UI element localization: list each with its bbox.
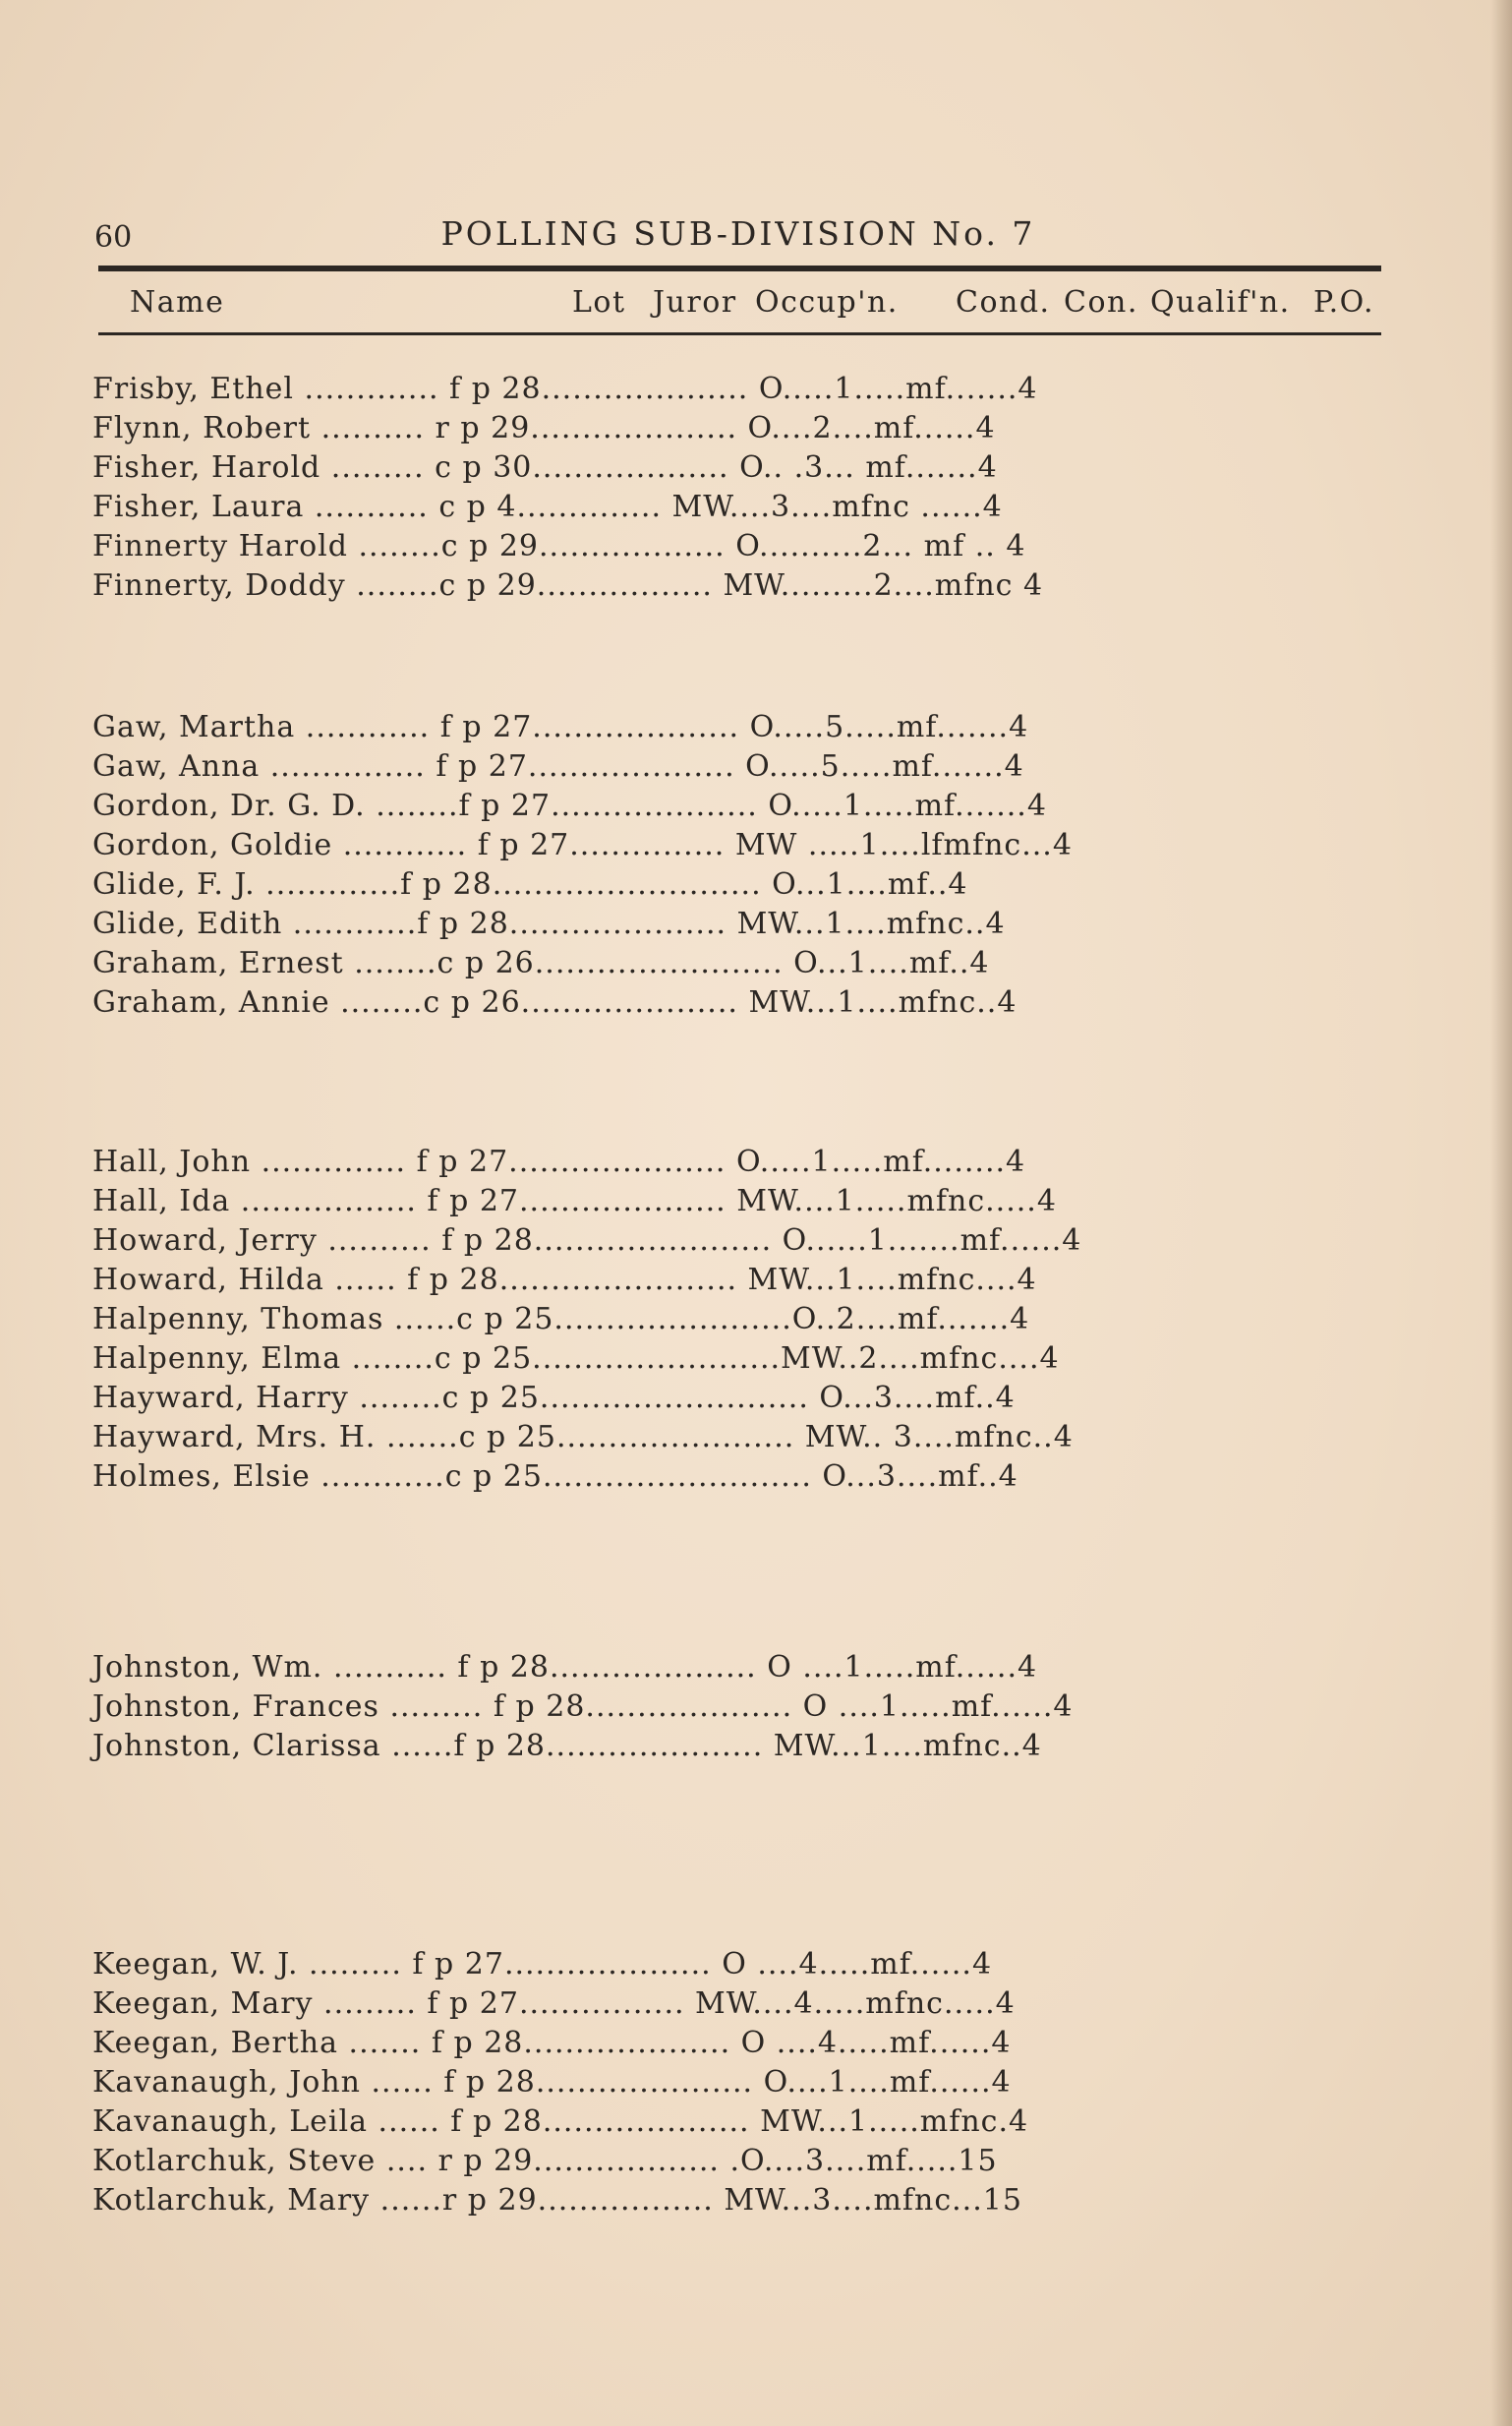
voter-entry [92,1182,1390,1221]
voter-entry [92,708,1390,747]
voter-entry-text: Holmes, Elsie ............c p 25.......................... O...3....mf..4 [92,1459,1018,1494]
voter-entry-text: Gaw, Martha ............ f p 27.................... O.....5.....mf.......4 [92,710,1029,744]
voter-entry-text: Gordon, Dr. G. D. ........f p 27.................... O.....1.....mf.......4 [92,789,1047,823]
voter-entry [92,1379,1390,1418]
voter-entry [92,409,1390,448]
voter-entry [92,944,1390,983]
voter-entry-text: Kavanaugh, John ...... f p 28..................... O....1....mf......4 [92,2065,1012,2100]
voter-entry [92,1727,1390,1766]
voter-entry-text: Gordon, Goldie ............ f p 27............... MW .....1....lfmfnc...4 [92,828,1073,862]
voter-entry-text: Finnerty, Doddy ........c p 29................. MW.........2....mfnc 4 [92,568,1044,603]
voter-entry [92,448,1390,488]
voter-entry-text: Johnston, Wm. ........... f p 28.................... O ....1.....mf......4 [92,1650,1038,1685]
voter-entry [92,370,1390,409]
voter-entry [92,1984,1390,2024]
voter-entry-text: Johnston, Frances ......... f p 28.................... O ....1.....mf......4 [92,1689,1074,1724]
voter-entry [92,2181,1390,2220]
column-header-po: P.O. [1313,285,1375,320]
column-header-rule [98,332,1381,335]
voter-entry [92,905,1390,944]
voter-entry [92,747,1390,787]
voter-entry [92,1418,1390,1457]
voter-entry [92,2024,1390,2063]
voter-entry [92,1261,1390,1300]
column-header-condition: Cond. [956,285,1051,320]
voter-entry-text: Fisher, Laura ........... c p 4.............. MW....3....mfnc ......4 [92,490,1003,524]
voter-entry-text: Hall, Ida ................. f p 27.................... MW....1.....mfnc.....4 [92,1184,1057,1218]
voter-entry [92,2063,1390,2102]
voter-entry-text: Hayward, Harry ........c p 25.......................... O...3....mf..4 [92,1381,1016,1415]
voter-entry-text: Frisby, Ethel ............. f p 28.................... O.....1.....mf.......4 [92,372,1038,406]
entry-group-h [92,1143,1390,1497]
voter-entry-text: Howard, Hilda ...... f p 28....................... MW...1....mfnc....4 [92,1263,1037,1297]
voter-entry [92,1945,1390,1984]
voter-entry [92,1221,1390,1261]
voter-entry [92,566,1390,606]
entry-group-f [92,370,1390,606]
voter-entry [92,826,1390,865]
voter-entry-text: Johnston, Clarissa ......f p 28..................... MW...1....mfnc..4 [92,1729,1042,1763]
column-header-occupation: Occup'n. [755,285,899,320]
voter-entry-text: Hall, John .............. f p 27..................... O.....1.....mf........4 [92,1145,1026,1179]
voter-entry-text: Graham, Ernest ........c p 26........................ O...1....mf..4 [92,946,990,980]
voter-entry [92,527,1390,566]
voter-entry-text: Kavanaugh, Leila ...... f p 28.................... MW...1.....mfnc.4 [92,2104,1029,2139]
voter-entry-text: Flynn, Robert .......... r p 29.................... O....2....mf......4 [92,411,996,445]
voter-entry-text: Finnerty Harold ........c p 29.................. O..........2... mf .. 4 [92,529,1026,563]
header-rule [98,266,1381,271]
column-header-lot: Lot [572,285,626,320]
voter-entry-text: Hayward, Mrs. H. .......c p 25....................... MW.. 3....mfnc..4 [92,1420,1074,1454]
voter-entry [92,488,1390,527]
voter-entry [92,1687,1390,1727]
voter-entry-text: Halpenny, Elma ........c p 25........................MW..2....mfnc....4 [92,1341,1060,1376]
voter-entry [92,2142,1390,2181]
voter-entry [92,787,1390,826]
entry-group-j [92,1648,1390,1766]
voter-entry [92,983,1390,1023]
voter-entry-text: Howard, Jerry .......... f p 28....................... O......1.......mf......4 [92,1223,1082,1258]
section-title: POLLING SUB-DIVISION No. 7 [440,214,1036,253]
entry-group-g [92,708,1390,1023]
voter-entry [92,1300,1390,1339]
voter-entry [92,1339,1390,1379]
voter-entry-text: Kotlarchuk, Steve .... r p 29.................. .O....3....mf.....15 [92,2144,998,2178]
voter-entry-text: Keegan, W. J. ......... f p 27.................... O ....4.....mf......4 [92,1947,993,1982]
voter-entry [92,1457,1390,1497]
voter-entry [92,865,1390,905]
column-header-con: Con. [1064,285,1138,320]
voter-entry-text: Glide, F. J. .............f p 28.......................... O...1....mf..4 [92,867,968,902]
voter-entry [92,2102,1390,2142]
column-header-name: Name [130,285,225,320]
voter-entry-text: Kotlarchuk, Mary ......r p 29................. MW...3....mfnc...15 [92,2183,1022,2218]
column-header-qualification: Qualif'n. [1150,285,1291,320]
page-edge-shadow [1490,0,1512,2426]
voter-entry-text: Glide, Edith ............f p 28..................... MW...1....mfnc..4 [92,907,1006,941]
voter-entry [92,1143,1390,1182]
entry-group-k [92,1945,1390,2220]
voter-entry-text: Keegan, Bertha ....... f p 28.................... O ....4.....mf......4 [92,2026,1012,2060]
page-number: 60 [94,220,133,255]
running-head [94,214,1382,258]
voter-entry-text: Gaw, Anna ............... f p 27.................... O.....5.....mf.......4 [92,749,1024,784]
voter-entry-text: Keegan, Mary ......... f p 27................ MW....4.....mfnc.....4 [92,1986,1016,2021]
voter-entry-text: Fisher, Harold ......... c p 30................... O.. .3... mf.......4 [92,450,998,485]
column-header-juror: Juror [653,285,737,320]
voter-entry [92,1648,1390,1687]
voter-entry-text: Graham, Annie ........c p 26..................... MW...1....mfnc..4 [92,985,1018,1020]
voter-entry-text: Halpenny, Thomas ......c p 25.......................O..2....mf.......4 [92,1302,1030,1336]
